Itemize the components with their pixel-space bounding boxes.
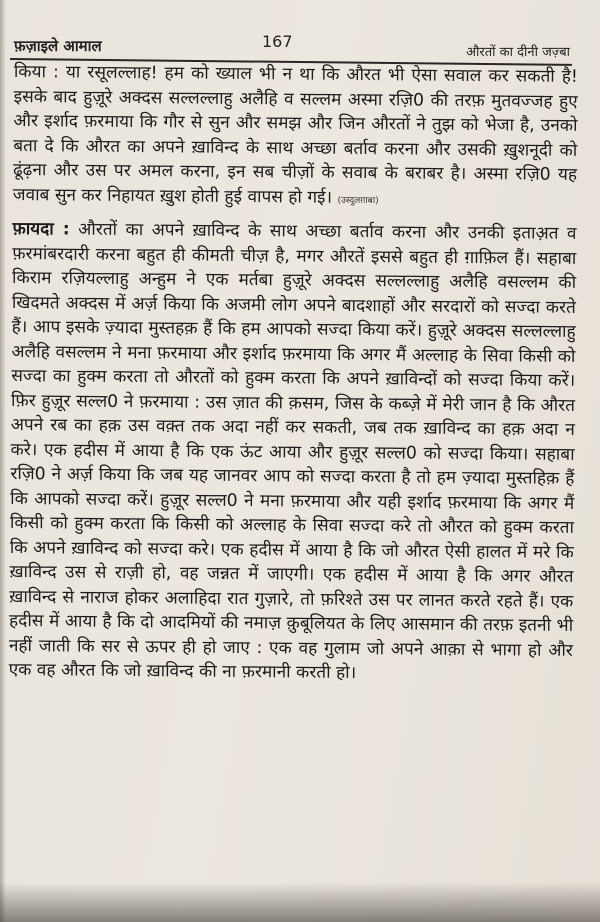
paragraph-1-text: किया : या रसूलल्लाह! हम को ख्याल भी न था कि औरत भी ऐसा सवाल कर सकती है! इसके बाद हुज़ूरे अक्दस सल्लल्लाहु अलैहि व सल्लम अस्मा रज़ि0 की तरफ़ मुतवज्जह हुए और इर्शाद फ़रमाया कि गौर से सुन और समझ और जिन औरतों ने तुझ को भेजा है, उनको बता दे कि औरत का अपने ख़ाविन्द के साथ अच्छा बर्ताव करना और उसकी ख़ुशनूदी को ढूंढ़ना और उस पर अमल करना, इन सब चीज़ों के सवाब के बराबर है। अस्मा रज़ि0 यह जवाब सुन कर निहायत ख़ुश होती हुई वापस हो गई। bbox=[12, 61, 578, 208]
source-note: (उस्दुलग़ाबा) bbox=[337, 195, 379, 206]
book-title: फ़ज़ाइले आमाल bbox=[14, 37, 102, 55]
fayda-label: फ़ायदा : bbox=[12, 218, 70, 240]
chapter-title: औरतों का दीनी जज़्बा bbox=[466, 45, 570, 60]
body-text bbox=[9, 60, 578, 687]
page-number: 167 bbox=[262, 32, 293, 51]
page-bottom-shadow bbox=[0, 882, 600, 922]
paragraph-2-text: औरतों का अपने ख़ाविन्द के साथ अच्छा बर्ताव करना और उनकी इताअ़त व फ़रमांबरदारी करना बहुत ही कीमती चीज़ है, मगर औरतें इससे बहुत ही ग़ाफ़िल हैं। सहाबा किराम रज़ियल्लाहु अन्हुम ने एक मर्तबा हुज़ूरे अक्दस सल्लल्लाहु अलैहि वसल्लम की खिदमते अक्दस में अर्ज़ किया कि अजमी लोग अपने बादशाहों और सरदारों को सज्दा करते हैं। आप इसके ज़्यादा मुस्तहक़ हैं कि हम आपको सज्दा किया करें। हुज़ूरे अक्दस सल्लल्लाहु अलैहि वसल्लम ने मना फ़रमाया और इर्शाद फ़रमाया कि अगर मैं अल्लाह के सिवा किसी को सज्दा का हुक्म करता तो औरतों को हुक्म करता कि अपने ख़ाविन्दों को सज्दा किया करें। फ़िर हुज़ूर सल्ल0 ने फ़रमाया : उस ज़ात की क़सम, जिस के कब्ज़े में मेरी जान है कि औरत अपने रब का हक़ उस वक़्त तक अदा नहीं कर सकती, जब तक ख़ाविन्द का हक़ अदा न करे। एक हदीस में आया है कि एक ऊंट आया और हुज़ूर सल्ल0 को सज्दा किया। सहाबा रज़ि0 ने अर्ज़ किया कि जब यह जानवर आप को सज्दा करता है तो हम ज़्यादा मुस्तहिक़ हैं कि आपको सज्दा करें। हुज़ूर सल्ल0 ने मना फ़रमाया और यही इर्शाद फ़रमाया कि अगर मैं किसी को हुक्म करता कि किसी को अल्लाह के सिवा सज्दा करे तो औरत को हुक्म करता कि अपने ख़ाविन्द को सज्दा करे। एक हदीस में आया है कि जो औरत ऐसी हालत में मरे कि ख़ाविन्द उस से राज़ी हो, वह जन्नत में जाएगी। एक हदीस में आया है कि अगर औरत ख़ाविन्द से नाराज होकर अलाहिदा रात गुज़ारे, तो फ़रिश्ते उस पर लानत करते रहते हैं। एक हदीस में आया है कि दो आदमियों की नमाज़ क़ुबूलियत के लिए आसमान की तरफ़ इतनी भी नहीं जाती कि सर से ऊपर ही हो जाए : एक वह गुलाम जो अपने आक़ा से भागा हो और एक वह औरत कि जो ख़ाविन्द की ना फ़रमानी करती हो। bbox=[8, 219, 577, 684]
paragraph-2 bbox=[9, 217, 577, 687]
page-edge-shadow bbox=[0, 0, 6, 922]
running-header bbox=[14, 32, 570, 60]
paragraph-1 bbox=[13, 60, 578, 215]
